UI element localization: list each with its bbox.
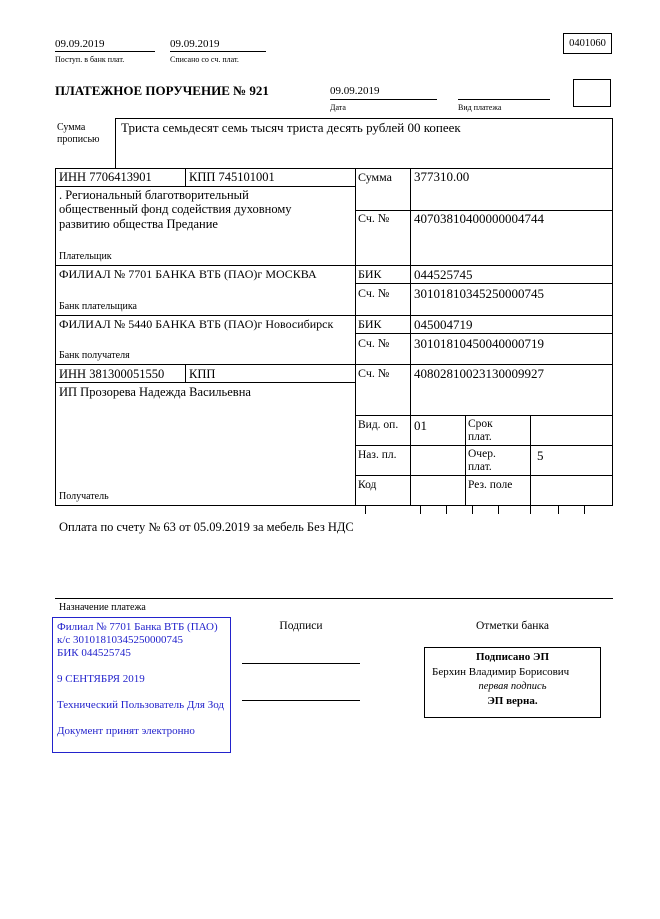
table-border bbox=[55, 382, 355, 383]
field-tick bbox=[365, 505, 366, 514]
table-border bbox=[530, 415, 531, 505]
table-border bbox=[55, 265, 613, 266]
purpose-code-label: Наз. пл. bbox=[358, 449, 397, 461]
op-kind-label: Вид. оп. bbox=[358, 419, 399, 431]
table-border bbox=[612, 168, 613, 505]
table-border bbox=[185, 168, 186, 186]
underline bbox=[170, 51, 266, 52]
stamp-user: Технический Пользователь Для Зод bbox=[57, 699, 225, 711]
payer-kpp: КПП 745101001 bbox=[189, 170, 275, 184]
payer-bank-name: ФИЛИАЛ № 7701 БАНКА ВТБ (ПАО)г МОСКВА bbox=[59, 267, 317, 281]
table-border bbox=[55, 315, 613, 316]
payee-account-value: 40802810023130009927 bbox=[414, 366, 544, 381]
pay-order-value: 5 bbox=[537, 448, 544, 463]
table-border bbox=[612, 118, 613, 168]
table-border bbox=[55, 186, 355, 187]
payee-name: ИП Прозорева Надежда Васильевна bbox=[59, 385, 251, 399]
payer-bank-bik-label: БИК bbox=[358, 267, 382, 281]
payer-bank-bik-value: 044525745 bbox=[414, 267, 473, 282]
received-in-bank-label: Поступ. в банк плат. bbox=[55, 55, 125, 64]
payer-account-value: 40703810400000004744 bbox=[414, 211, 544, 226]
signature-line bbox=[242, 663, 360, 664]
esign-note: первая подпись bbox=[478, 681, 547, 692]
signatures-label: Подписи bbox=[279, 620, 323, 632]
esign-verdict: ЭП верна. bbox=[487, 695, 538, 707]
table-border bbox=[355, 283, 613, 284]
stamp-bank-name: Филиал № 7701 Банка ВТБ (ПАО) bbox=[57, 621, 218, 633]
table-border bbox=[55, 364, 613, 365]
payment-kind-box bbox=[573, 79, 611, 107]
code-label: Код bbox=[358, 479, 377, 491]
payer-bank-account-value: 30101810345250000745 bbox=[414, 286, 544, 301]
pay-order-label: Очер. плат. bbox=[468, 448, 496, 474]
payee-bank-section-label: Банк получателя bbox=[59, 350, 130, 361]
field-tick bbox=[472, 505, 473, 514]
table-border bbox=[355, 415, 613, 416]
payment-kind-label: Вид платежа bbox=[458, 103, 502, 112]
esign-title: Подписано ЭП bbox=[475, 651, 550, 663]
field-tick bbox=[530, 505, 531, 514]
reserve-field-label: Рез. поле bbox=[468, 479, 513, 491]
payee-bank-account-label: Сч. № bbox=[358, 336, 390, 350]
field-tick bbox=[446, 505, 447, 514]
table-border bbox=[115, 118, 613, 119]
bank-marks-label: Отметки банка bbox=[476, 620, 549, 632]
underline bbox=[330, 99, 437, 100]
received-in-bank-date: 09.09.2019 bbox=[55, 38, 105, 50]
payee-bank-bik-label: БИК bbox=[358, 317, 382, 331]
amount-in-words-label: Сумма прописью bbox=[57, 122, 100, 145]
table-border bbox=[55, 168, 613, 169]
field-tick bbox=[584, 505, 585, 514]
field-tick bbox=[558, 505, 559, 514]
debited-from-account-date: 09.09.2019 bbox=[170, 38, 220, 50]
op-kind-value: 01 bbox=[414, 418, 427, 433]
stamp-status: Документ принят электронно bbox=[57, 725, 195, 737]
table-border bbox=[355, 333, 613, 334]
table-border bbox=[55, 168, 56, 505]
stamp-corr-account: к/с 30101810345250000745 bbox=[57, 634, 184, 646]
debited-from-account-label: Списано со сч. плат. bbox=[170, 55, 239, 64]
document-title: ПЛАТЕЖНОЕ ПОРУЧЕНИЕ № 921 bbox=[55, 83, 269, 98]
payment-purpose-section-label: Назначение платежа bbox=[59, 602, 146, 613]
form-code-box: 0401060 bbox=[563, 33, 612, 54]
payer-bank-section-label: Банк плательщика bbox=[59, 301, 137, 312]
payee-account-label: Сч. № bbox=[358, 366, 390, 380]
esign-signer-name: Берхин Владимир Борисович bbox=[432, 666, 570, 678]
payee-kpp-label: КПП bbox=[189, 367, 216, 381]
table-border bbox=[410, 168, 411, 415]
underline bbox=[458, 99, 550, 100]
payer-account-label: Сч. № bbox=[358, 211, 390, 225]
field-tick bbox=[420, 505, 421, 514]
document-date: 09.09.2019 bbox=[330, 85, 380, 97]
table-border bbox=[185, 364, 186, 382]
stamp-date: 9 СЕНТЯБРЯ 2019 bbox=[57, 673, 145, 685]
table-border bbox=[55, 598, 613, 599]
payee-bank-account-value: 30101810450040000719 bbox=[414, 336, 544, 351]
sum-value: 377310.00 bbox=[414, 169, 470, 184]
amount-in-words-value: Триста семьдесят семь тысяч триста десять рублей 00 копеек bbox=[121, 120, 461, 135]
table-border bbox=[410, 415, 411, 505]
payee-inn: ИНН 381300051550 bbox=[59, 367, 165, 381]
table-border bbox=[355, 445, 613, 446]
date-label: Дата bbox=[330, 103, 346, 112]
sum-label: Сумма bbox=[358, 170, 392, 184]
field-tick bbox=[498, 505, 499, 514]
stamp-bik: БИК 044525745 bbox=[57, 647, 131, 659]
payee-bank-name: ФИЛИАЛ № 5440 БАНКА ВТБ (ПАО)г Новосибирск bbox=[59, 317, 334, 331]
table-border bbox=[115, 118, 116, 168]
payee-bank-bik-value: 045004719 bbox=[414, 317, 473, 332]
underline bbox=[55, 51, 155, 52]
payer-name: . Региональный благотворительный общественный фонд содействия духовному развитию общества Предание bbox=[59, 188, 292, 231]
table-border bbox=[465, 415, 466, 505]
payee-section-label: Получатель bbox=[59, 491, 109, 502]
table-border bbox=[355, 475, 613, 476]
payer-section-label: Плательщик bbox=[59, 251, 112, 262]
signature-line bbox=[242, 700, 360, 701]
table-border bbox=[355, 168, 356, 505]
pay-term-label: Срок плат. bbox=[468, 418, 493, 444]
payer-bank-account-label: Сч. № bbox=[358, 286, 390, 300]
payment-purpose-text: Оплата по счету № 63 от 05.09.2019 за мебель Без НДС bbox=[59, 520, 354, 534]
payer-inn: ИНН 7706413901 bbox=[59, 170, 152, 184]
